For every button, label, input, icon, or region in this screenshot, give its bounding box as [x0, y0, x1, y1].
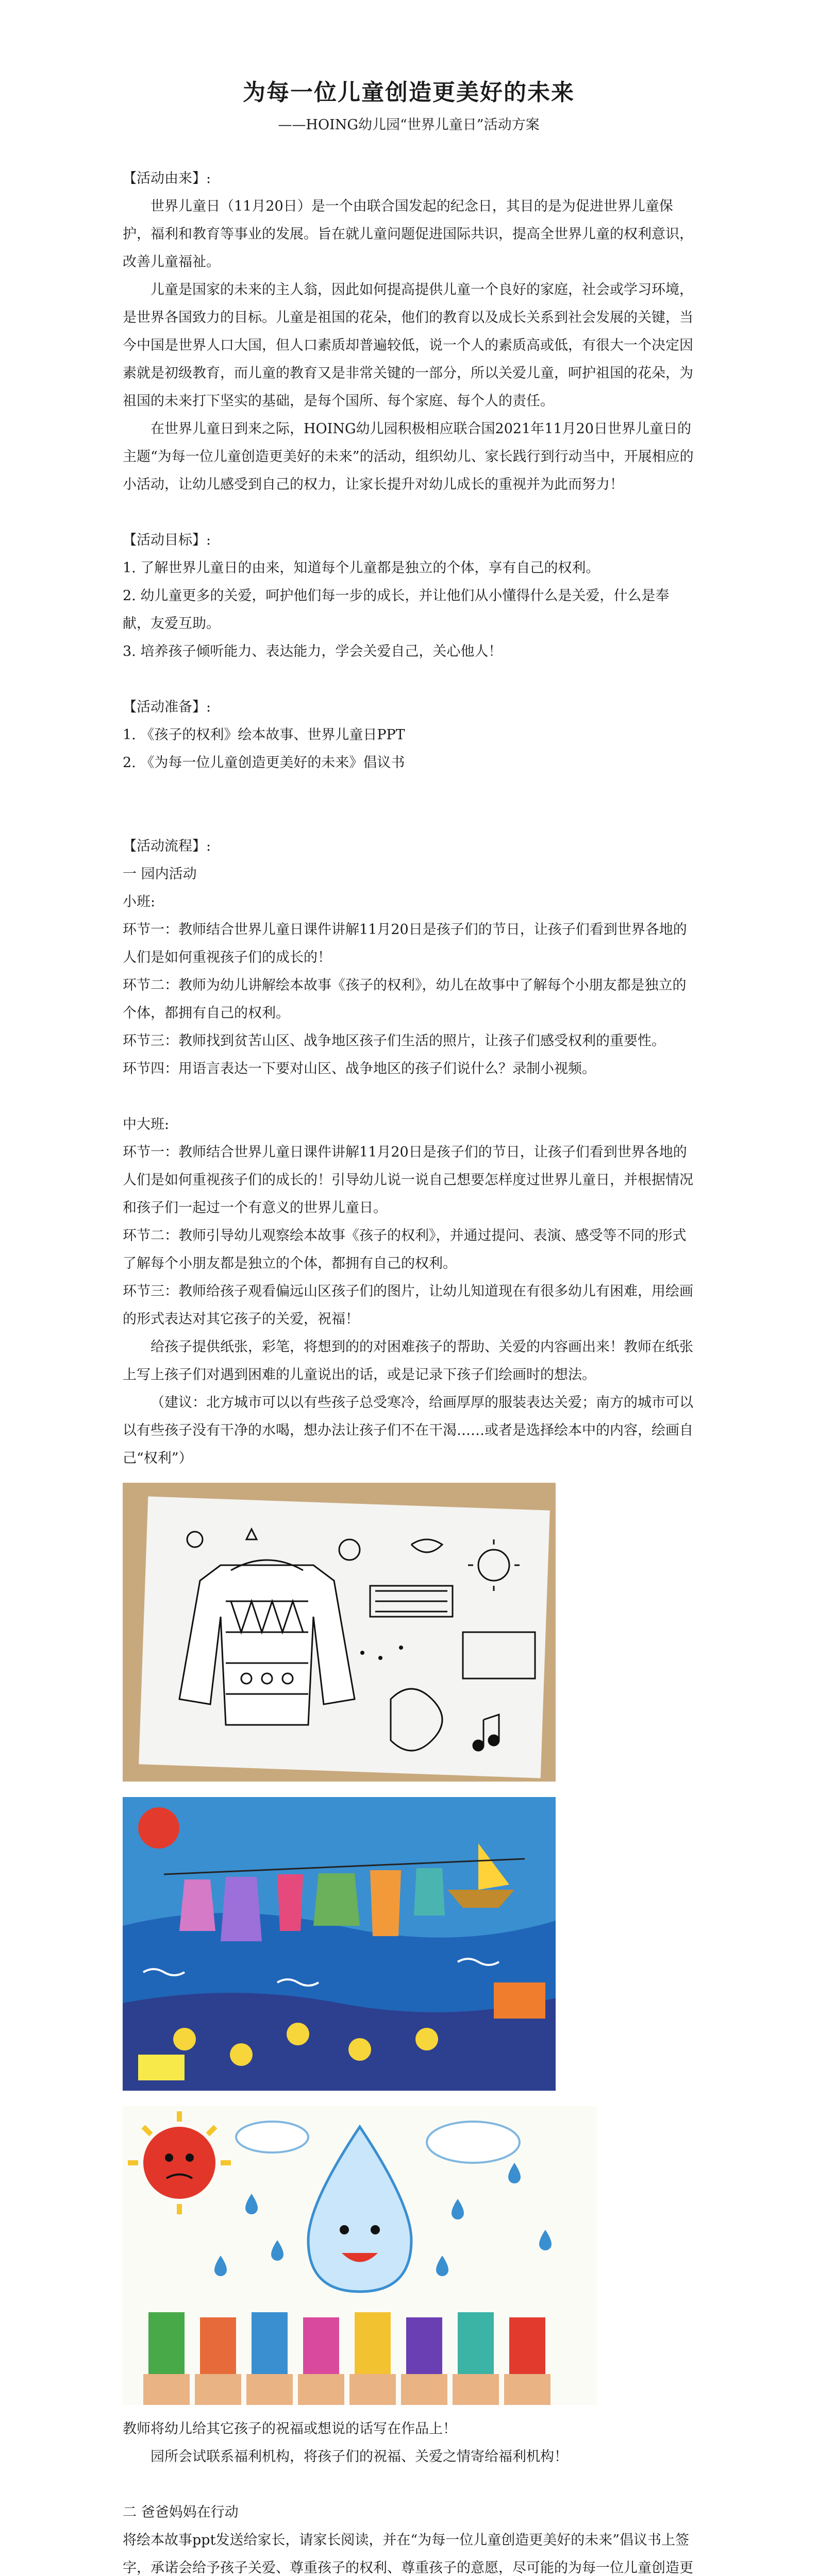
middle-class-label: 中大班:: [123, 1116, 170, 1132]
after-images-note-1: 教师将幼儿给其它孩子的祝福或想说的话写在作品上！: [123, 2421, 457, 2437]
origin-heading: 【活动由来】:: [123, 171, 211, 187]
origin-paragraph-1: 世界儿童日（11月20日）是一个由联合国发起的纪念日，其目的是为促进世界儿童保护，福利和教育等事业的发展。旨在就儿童问题促进国际共识，提高全世界儿童的权利意识，改善儿童福祉。: [123, 198, 693, 270]
middle-step: 环节一：教师结合世界儿童日课件讲解11月20日是孩子们的节日，让孩子们看到世界各地的人们是如何重视孩子们的成长的！引导幼儿说一说自己想要怎样度过世界儿童日，并根据情况和孩子们一起过一个有意义的世界儿童日。: [123, 1144, 693, 1216]
small-step: 环节一：教师结合世界儿童日课件讲解11月20日是孩子们的节日，让孩子们看到世界各地的人们是如何重视孩子们的成长的！: [123, 922, 687, 965]
page-subtitle: ——HOING幼儿园“世界儿童日”活动方案: [278, 117, 540, 133]
process-part-2: 二 爸爸妈妈在行动: [123, 2504, 239, 2520]
small-class-label: 小班:: [123, 894, 156, 910]
drawing-suggestion: （建议：北方城市可以以有些孩子总受寒冷，给画厚厚的服装表达关爱；南方的城市可以以有些孩子没有干净的水喝，想办法让孩子们不在干渴……或者是选择绘本中的内容，绘画自己“权利”）: [123, 1395, 693, 1466]
children-drawing-water-drop-icon: [123, 2106, 597, 2405]
goal-item: 2. 幼儿童更多的关爱，呵护他们每一步的成长，并让他们从小懂得什么是关爱，什么是奉献，友爱互助。: [123, 588, 670, 632]
document-content: [123, 77, 695, 2576]
goals-heading: 【活动目标】:: [123, 532, 211, 548]
process-part-1: 一 园内活动: [123, 866, 197, 882]
middle-step: 环节二：教师引导幼儿观察绘本故事《孩子的权利》，并通过提问、表演、感受等不同的形式了解每个小朋友都是独立的个体，都拥有自己的权利。: [123, 1228, 687, 1272]
small-step: 环节二：教师为幼儿讲解绘本故事《孩子的权利》，幼儿在故事中了解每个小朋友都是独立的个体，都拥有自己的权利。: [123, 977, 687, 1021]
drawing-instruction: 给孩子提供纸张，彩笔，将想到的的对困难孩子的帮助、关爱的内容画出来！教师在纸张上写上孩子们对遇到困难的儿童说出的话，或是记录下孩子们绘画时的想法。: [123, 1339, 693, 1383]
origin-paragraph-3: 在世界儿童日到来之际，HOING幼儿园积极相应联合国2021年11月20日世界儿童日的主题“为每一位儿童创造更美好的未来”的活动，组织幼儿、家长践行到行动当中，开展相应的小活动，让幼儿感受到自己的权力，让家长提升对幼儿成长的重视并为此而努力！: [123, 421, 694, 493]
goal-item: 1. 了解世界儿童日的由来，知道每个儿童都是独立的个体，享有自己的权利。: [123, 560, 600, 576]
middle-step: 环节三：教师给孩子观看偏远山区孩子们的图片，让幼儿知道现在有很多幼儿有困难，用绘画的形式表达对其它孩子的关爱，祝福！: [123, 1283, 693, 1327]
page-title: 为每一位儿童创造更美好的未来: [243, 79, 575, 106]
small-step: 环节四：用语言表达一下要对山区、战争地区的孩子们说什么？录制小视频。: [123, 1061, 596, 1077]
after-images-note-2: 园所会试联系福利机构，将孩子们的祝福、关爱之情寄给福利机构！: [151, 2449, 568, 2465]
goal-item: 3. 培养孩子倾听能力、表达能力，学会关爱自己，关心他人！: [123, 643, 503, 659]
prep-item: 2. 《为每一位儿童创造更美好的未来》倡议书: [123, 755, 405, 771]
parents-paragraph: 将绘本故事ppt发送给家长，请家长阅读，并在“为每一位儿童创造更美好的未来”倡议书上签字，承诺会给予孩子关爱、尊重孩子的权利、尊重孩子的意愿，尽可能的为每一位儿童创造更: [123, 2532, 693, 2576]
prep-item: 1. 《孩子的权利》绘本故事、世界儿童日PPT: [123, 727, 405, 743]
children-drawing-river-icon: [123, 1797, 556, 2091]
process-heading: 【活动流程】:: [123, 838, 211, 854]
small-step: 环节三：教师找到贫苦山区、战争地区孩子们生活的照片，让孩子们感受权利的重要性。: [123, 1033, 665, 1049]
prep-heading: 【活动准备】:: [123, 699, 211, 715]
origin-paragraph-2: 儿童是国家的未来的主人翁，因此如何提高提供儿童一个良好的家庭，社会或学习环境，是世界各国致力的目标。儿童是祖国的花朵，他们的教育以及成长关系到社会发展的关键，当今中国是世界人口大国，但人口素质却普遍较低，说一个人的素质高或低，有很大一个决定因素就是初级教育，而儿童的教育又是非常关键的一部分，所以关爱儿童，呵护祖国的花朵，为祖国的未来打下坚实的基础，是每个国所、每个家庭、每个人的责任。: [123, 282, 693, 409]
children-drawing-clothing-icon: [123, 1483, 556, 1782]
